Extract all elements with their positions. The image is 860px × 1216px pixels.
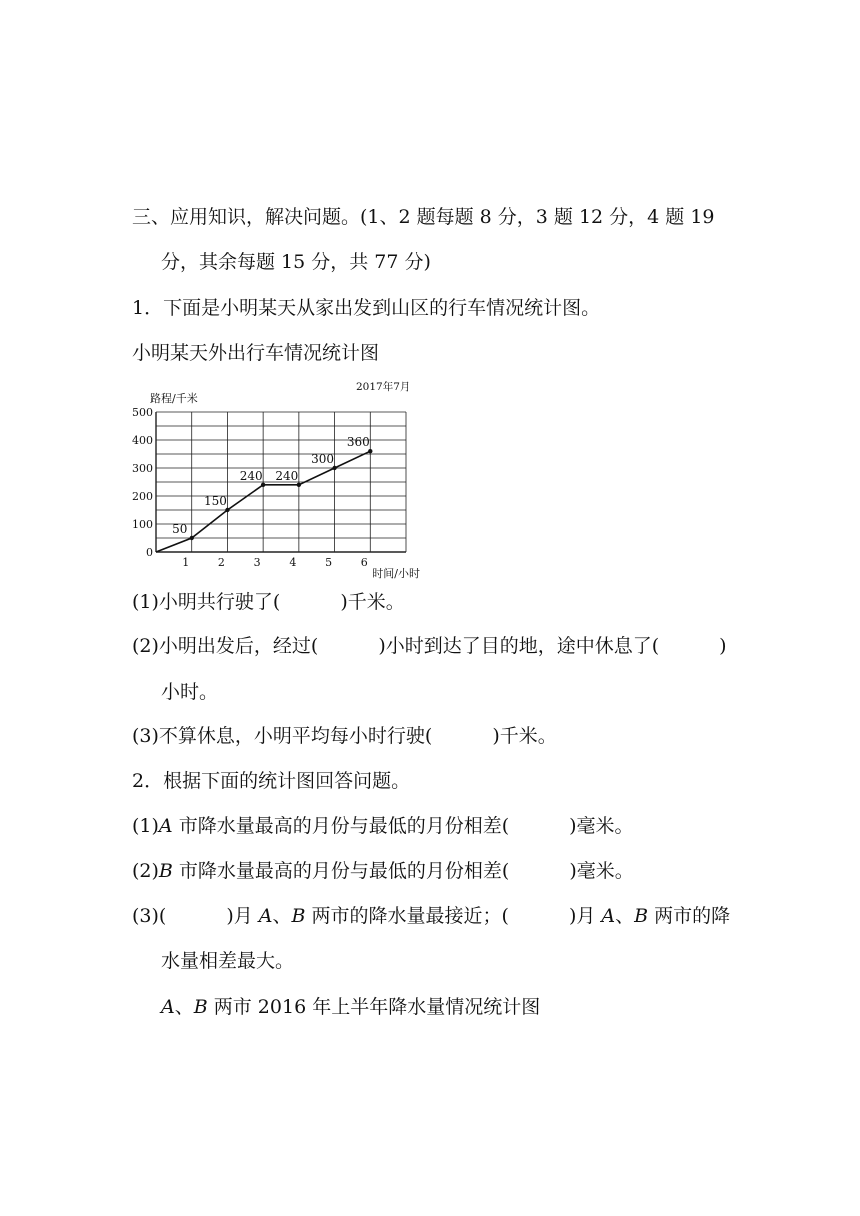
x-axis-label: 时间/小时 — [372, 567, 421, 580]
data-point — [368, 449, 372, 453]
q2-sub2 — [132, 859, 634, 883]
q1-sub2-cont: 小时。 — [161, 681, 219, 703]
y-tick-label: 0 — [146, 546, 153, 559]
q2-caption-sep: 、 — [174, 996, 194, 1018]
q2-sub2-var: B — [158, 860, 173, 882]
data-label: 360 — [346, 435, 370, 450]
q2-sub3-p2: 两市的降水量最接近；( — [305, 905, 509, 927]
q2-sub1-pre: (1) — [132, 815, 159, 837]
data-point — [261, 483, 265, 487]
q2-sub1 — [132, 814, 634, 838]
q2-sub3-pre: (3)( — [132, 905, 167, 927]
q2-sub3-p3: )月 — [568, 905, 602, 927]
data-label: 50 — [172, 522, 188, 536]
data-point — [332, 466, 336, 470]
q2-sub3-a2: A — [601, 905, 616, 927]
y-tick-label: 300 — [132, 462, 153, 475]
q2-caption — [161, 995, 540, 1019]
q1-stem: 1．下面是小明某天从家出发到山区的行车情况统计图。 — [132, 297, 601, 319]
q2-stem: 2．根据下面的统计图回答问题。 — [132, 770, 411, 792]
q2-sub1-mid: 市降水量最高的月份与最低的月份相差( — [172, 815, 510, 837]
q2-caption-a: A — [161, 996, 175, 1018]
q2-sub3-sep2: 、 — [615, 905, 635, 927]
q1-sub1-pre: (1)小明共行驶了( — [132, 591, 281, 613]
q2-sub3-cont: 水量相差最大。 — [161, 950, 295, 972]
q1-sub3-post: )千米。 — [492, 725, 557, 747]
q2-sub2-pre: (2) — [132, 860, 159, 882]
q2-sub3-b2: B — [634, 905, 649, 927]
q2-sub3-p1: )月 — [226, 905, 259, 927]
q1-sub1-post: )千米。 — [340, 591, 405, 613]
q2-caption-b: B — [193, 996, 208, 1018]
y-tick-label: 400 — [132, 434, 153, 447]
x-tick-label: 6 — [360, 556, 368, 569]
q2-sub2-mid: 市降水量最高的月份与最低的月份相差( — [172, 860, 510, 882]
y-axis-label: 路程/千米 — [150, 392, 198, 405]
data-label: 300 — [311, 452, 335, 466]
data-point — [225, 508, 229, 512]
q1-sub2-pre: (2)小明出发后，经过( — [132, 635, 319, 657]
q1-chart-caption: 小明某天外出行车情况统计图 — [132, 342, 380, 364]
x-tick-label: 5 — [325, 556, 333, 569]
data-point — [190, 536, 194, 540]
x-tick-label: 1 — [182, 556, 190, 569]
x-tick-label: 2 — [217, 556, 225, 569]
data-label: 240 — [239, 468, 263, 483]
q2-sub3 — [132, 904, 730, 928]
data-label: 150 — [203, 494, 227, 508]
y-tick-label: 200 — [132, 490, 153, 503]
x-tick-label: 3 — [253, 556, 261, 569]
q2-sub3-a: A — [258, 905, 273, 927]
q2-sub1-post: )毫米。 — [569, 815, 634, 837]
q1-sub2-post: ) — [719, 635, 727, 657]
chart-date-label: 2017年7月 — [356, 381, 411, 393]
q2-caption-rest: 两市 2016 年上半年降水量情况统计图 — [207, 996, 541, 1018]
x-tick-label: 4 — [289, 556, 297, 569]
q2-sub1-var: A — [158, 815, 173, 837]
section-heading-line1: 三、应用知识，解决问题。(1、2 题每题 8 分，3 题 12 分，4 题 19 — [132, 206, 715, 228]
q1-sub3-pre: (3)不算休息，小明平均每小时行驶( — [132, 725, 433, 747]
q1-sub3 — [132, 724, 557, 748]
q2-sub3-p4: 两市的降 — [648, 905, 731, 927]
q2-sub3-sep: 、 — [272, 905, 292, 927]
y-tick-label: 100 — [132, 518, 153, 531]
y-tick-label: 500 — [132, 406, 153, 419]
q1-sub1 — [132, 590, 405, 614]
section-heading-line2: 分，其余每题 15 分，共 77 分) — [161, 251, 431, 273]
q1-sub2-mid: )小时到达了目的地，途中休息了( — [378, 635, 660, 657]
data-point — [297, 483, 301, 487]
data-label: 240 — [275, 468, 299, 483]
q2-sub2-post: )毫米。 — [569, 860, 634, 882]
q1-sub2 — [132, 634, 727, 658]
distance-time-line-chart — [132, 372, 450, 584]
q2-sub3-b: B — [291, 905, 306, 927]
